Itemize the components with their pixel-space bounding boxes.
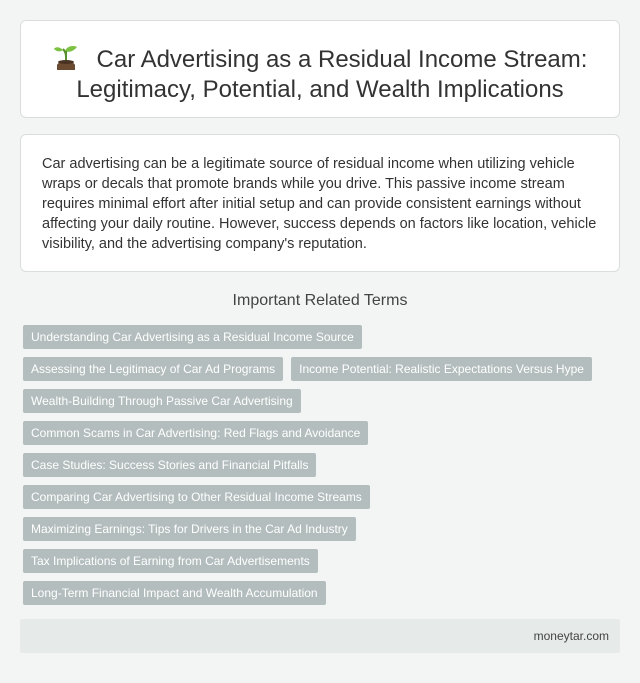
term-tag[interactable]: Comparing Car Advertising to Other Residual Income Streams [23,485,370,509]
intro-text: Car advertising can be a legitimate source of residual income when utilizing vehicle wraps or decals that promote brands while you drive. This passive income stream requires minimal effort after initial setup and can provide consistent earnings without affecting your daily routine. However, success depends on factors like location, vehicle visibility, and the advertising company's reputation. [42,156,597,252]
footer [20,619,620,653]
intro-card [20,134,620,272]
title-line-1: Car Advertising as a Residual Income Stream: [96,46,588,73]
term-tag[interactable]: Understanding Car Advertising as a Residual Income Source [23,325,362,349]
term-tag[interactable]: Assessing the Legitimacy of Car Ad Programs [23,357,283,381]
term-tag[interactable]: Tax Implications of Earning from Car Advertisements [23,549,318,573]
term-tag[interactable]: Maximizing Earnings: Tips for Drivers in the Car Ad Industry [23,517,356,541]
term-tag[interactable]: Long-Term Financial Impact and Wealth Accumulation [23,581,326,605]
related-terms-heading: Important Related Terms [232,292,408,309]
term-tag[interactable]: Common Scams in Car Advertising: Red Flags and Avoidance [23,421,368,445]
title-line-2: Legitimacy, Potential, and Wealth Implications [76,76,564,103]
term-tag[interactable]: Income Potential: Realistic Expectations Versus Hype [291,357,592,381]
related-terms-list [23,325,623,613]
footer-site-link[interactable]: moneytar.com [533,629,609,643]
title-card [20,20,620,118]
sprout-icon [53,43,79,71]
term-tag[interactable]: Case Studies: Success Stories and Financial Pitfalls [23,453,316,477]
page-title [21,43,619,105]
term-tag[interactable]: Wealth-Building Through Passive Car Advertising [23,389,301,413]
